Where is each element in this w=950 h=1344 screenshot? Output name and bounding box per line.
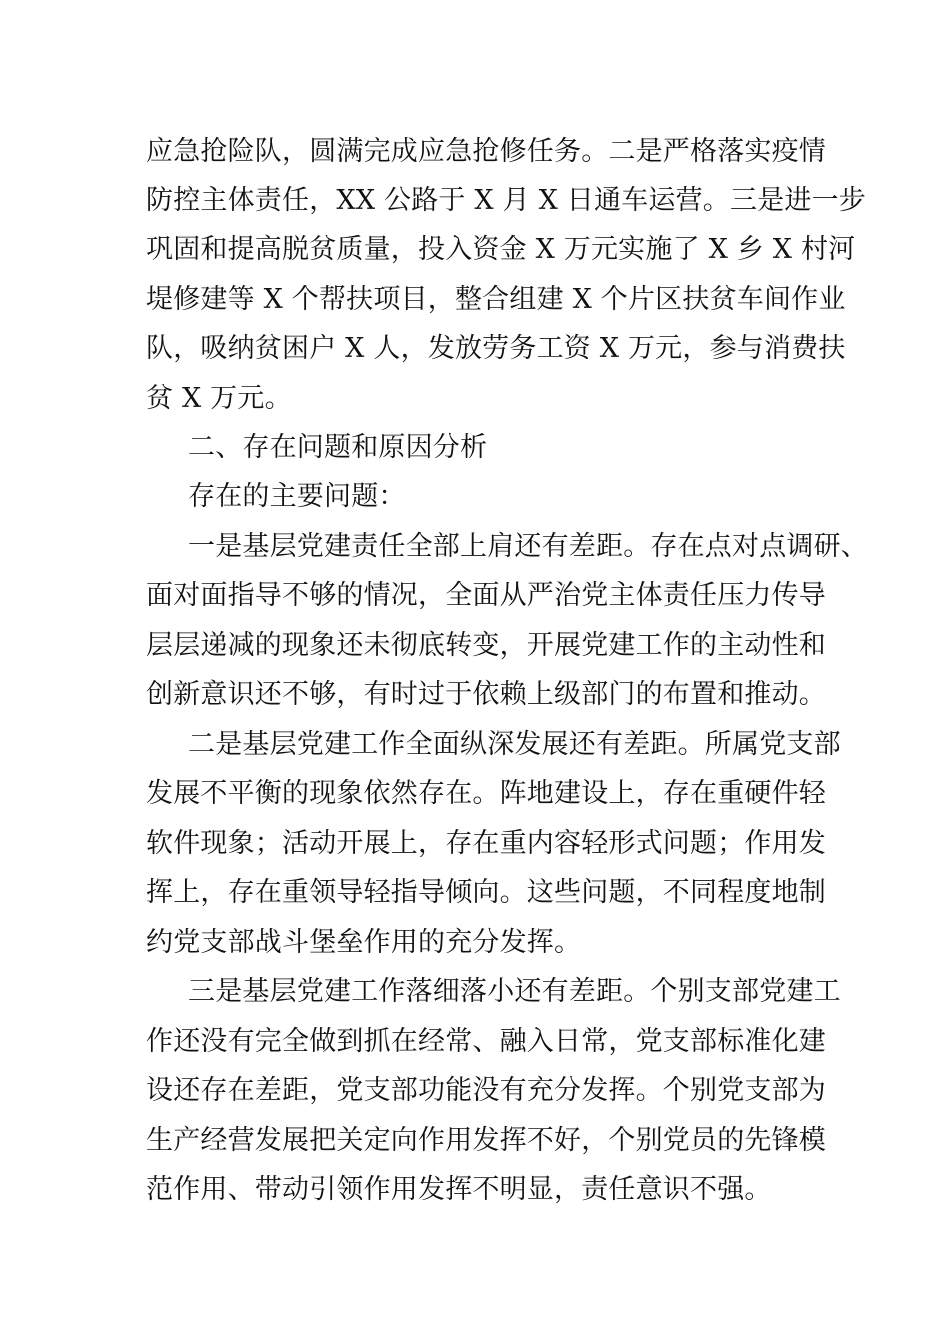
paragraph-line: 巩固和提高脱贫质量，投入资金 X 万元实施了 X 乡 X 村河 — [146, 234, 856, 265]
paragraph-line: 作还没有完全做到抓在经常、融入日常，党支部标准化建 — [146, 1026, 826, 1057]
paragraph-line: 范作用、带动引领作用发挥不明显，责任意识不强。 — [146, 1174, 772, 1205]
paragraph-line: 发展不平衡的现象依然存在。阵地建设上，存在重硬件轻 — [146, 778, 826, 809]
paragraph-line: 挥上，存在重领导轻指导倾向。这些问题，不同程度地制 — [146, 877, 826, 908]
paragraph-line: 层层递减的现象还未彻底转变，开展党建工作的主动性和 — [146, 630, 826, 661]
paragraph-line: 生产经营发展把关定向作用发挥不好，个别党员的先锋模 — [146, 1125, 826, 1156]
paragraph-line: 约党支部战斗堡垒作用的充分发挥。 — [146, 927, 582, 958]
paragraph-line: 三是基层党建工作落细落小还有差距。个别支部党建工 — [188, 976, 841, 1007]
paragraph-line: 堤修建等 X 个帮扶项目，整合组建 X 个片区扶贫车间作业 — [146, 284, 846, 315]
section-heading: 二、存在问题和原因分析 — [188, 432, 488, 463]
paragraph-line: 设还存在差距，党支部功能没有充分发挥。个别党支部为 — [146, 1075, 826, 1106]
paragraph-line: 二是基层党建工作全面纵深发展还有差距。所属党支部 — [188, 729, 841, 760]
subheading: 存在的主要问题： — [188, 481, 406, 512]
paragraph-line: 队，吸纳贫困户 X 人，发放劳务工资 X 万元，参与消费扶 — [146, 333, 846, 364]
paragraph-line: 贫 X 万元。 — [146, 383, 292, 414]
paragraph-line: 一是基层党建责任全部上肩还有差距。存在点对点调研、 — [188, 531, 868, 562]
paragraph-line: 面对面指导不够的情况，全面从严治党主体责任压力传导 — [146, 580, 826, 611]
paragraph-line: 软件现象；活动开展上，存在重内容轻形式问题；作用发 — [146, 828, 826, 859]
paragraph-line: 应急抢险队，圆满完成应急抢修任务。二是严格落实疫情 — [146, 136, 826, 167]
paragraph-line: 防控主体责任，XX 公路于 X 月 X 日通车运营。三是进一步 — [146, 185, 866, 216]
paragraph-line: 创新意识还不够，有时过于依赖上级部门的布置和推动。 — [146, 679, 826, 710]
